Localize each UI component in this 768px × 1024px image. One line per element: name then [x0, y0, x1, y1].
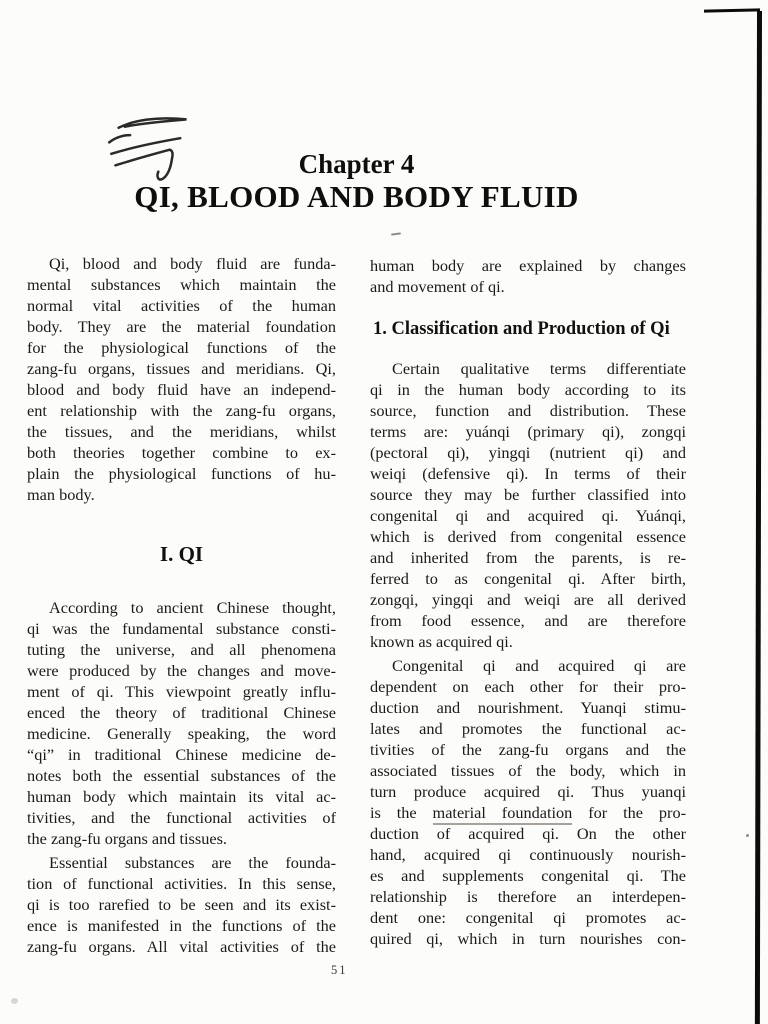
text-line: hand, acquired qi continuously nourish- — [370, 845, 686, 864]
text-line: congenital qi and acquired qi. Yuánqi, — [370, 506, 686, 525]
stray-dash-mark — [391, 232, 401, 235]
text-line: enced the theory of traditional Chinese — [27, 703, 336, 722]
chapter-title: QI, BLOOD AND BODY FLUID — [134, 179, 579, 214]
chapter-heading — [27, 149, 686, 214]
paragraph-intro — [27, 253, 336, 505]
text-line: source, function and distribution. These — [370, 401, 686, 420]
text-line: zang-fu organs. All vital activities of the — [27, 937, 336, 956]
text-line: Qi, blood and body fluid are funda- — [49, 254, 336, 273]
underline-pre-text: is the — [370, 803, 433, 822]
text-line: notes both the essential substances of the — [27, 766, 336, 785]
text-line: Congenital qi and acquired qi are — [392, 656, 686, 675]
paragraph-essential-substances — [27, 852, 336, 957]
text-line: dent one: congenital qi promotes ac- — [370, 908, 686, 927]
text-line: human body which maintain its vital ac- — [27, 787, 336, 806]
text-line: associated tissues of the body, which in — [370, 761, 686, 780]
text-line: normal vital activities of the human — [27, 296, 336, 315]
text-line: body. They are the material foundation — [27, 317, 336, 336]
text-line: the zang-fu organs and tissues. — [27, 829, 228, 848]
section-heading-qi: I. QI — [159, 542, 204, 566]
text-line: “qi” in traditional Chinese medicine de- — [27, 745, 336, 764]
text-line: dependent on each other for their pro- — [370, 677, 686, 696]
left-column — [27, 253, 336, 957]
text-line: Certain qualitative terms differentiate — [392, 359, 686, 378]
text-line: mental substances which maintain the — [27, 275, 336, 294]
text-line: zang-fu organs, tissues and meridians. Qi, — [27, 359, 336, 378]
text-line: terms are: yuánqi (primary qi), zongqi — [370, 422, 686, 441]
text-line: zongqi, yingqi and weiqi are all derived — [370, 590, 686, 609]
text-line: qi is too rarefied to be seen and its exist- — [27, 895, 336, 914]
text-line: both theories together combine to ex- — [27, 443, 336, 462]
right-column — [370, 255, 686, 949]
text-line: According to ancient Chinese thought, — [49, 598, 336, 617]
pencil-underlined-text: material foundation — [433, 803, 573, 825]
text-line: source they may be further classified into — [370, 485, 686, 504]
text-line: ence is manifested in the functions of the — [27, 916, 336, 935]
text-line: turn produce acquired qi. Thus yuanqi — [370, 782, 686, 801]
text-line: relationship is therefore an interdepen- — [370, 887, 686, 906]
text-line: and movement of qi. — [370, 277, 505, 296]
underline-post-text: for the pro- — [572, 803, 687, 822]
text-line: lates and promotes the functional ac- — [370, 719, 686, 738]
text-line: ent relationship with the zang-fu organs, — [27, 401, 336, 420]
page-edge-line-top — [704, 8, 760, 12]
text-line: blood and body fluid have an independ- — [27, 380, 336, 399]
text-line: man body. — [27, 485, 95, 504]
text-line: weiqi (defensive qi). In terms of their — [370, 464, 686, 483]
text-line: quired qi, which in turn nourishes con- — [370, 929, 686, 948]
scan-speck-bottom-left — [11, 998, 18, 1004]
text-line: duction of acquired qi. On the other — [370, 824, 686, 843]
text-line: tivities of the zang-fu organs and the — [370, 740, 686, 759]
text-line: for the physiological functions of the — [27, 338, 336, 357]
chapter-label: Chapter 4 — [298, 149, 415, 179]
text-line: ment of qi. This viewpoint greatly influ- — [27, 682, 336, 701]
section-heading-classification: 1. Classification and Production of Qi — [373, 319, 670, 339]
paragraph-congenital-acquired-a — [370, 655, 686, 802]
text-line: ferred to as congenital qi. After birth, — [370, 569, 686, 588]
text-line: qi in the human body according to its — [370, 380, 686, 399]
text-line: human body are explained by changes — [370, 256, 686, 275]
text-line: Essential substances are the founda- — [49, 853, 336, 872]
page-edge-line-right — [755, 11, 762, 1024]
text-line: medicine. Generally speaking, the word — [27, 724, 336, 743]
text-line: and inherited from the parents, is re- — [370, 548, 686, 567]
text-line: es and supplements congenital qi. The — [370, 866, 686, 885]
text-line: duction and nourishment. Yuanqi stimu- — [370, 698, 686, 717]
text-line: (pectoral qi), yingqi (nutrient qi) and — [370, 443, 686, 462]
text-line: which is derived from congenital essence — [370, 527, 686, 546]
text-line-with-underline — [370, 802, 686, 823]
text-line: tion of functional activities. In this sense, — [27, 874, 336, 893]
scan-speck-right-edge — [746, 834, 749, 837]
text-line: plain the physiological functions of hu- — [27, 464, 336, 483]
text-line: qi was the fundamental substance consti- — [27, 619, 336, 638]
paragraph-congenital-acquired-b — [370, 823, 686, 949]
text-line: were produced by the changes and move- — [27, 661, 336, 680]
text-line: the tissues, and the meridians, whilst — [27, 422, 336, 441]
paragraph-qi-concept — [27, 597, 336, 849]
text-line: from food essence, and are therefore — [370, 611, 686, 630]
paragraph-classification — [370, 358, 686, 652]
text-line: tuting the universe, and all phenomena — [27, 640, 336, 659]
text-line: tivities, and the functional activities of — [27, 808, 336, 827]
page-number: 51 — [331, 963, 348, 977]
paragraph-continuation — [370, 255, 686, 297]
text-line: known as acquired qi. — [370, 632, 513, 651]
